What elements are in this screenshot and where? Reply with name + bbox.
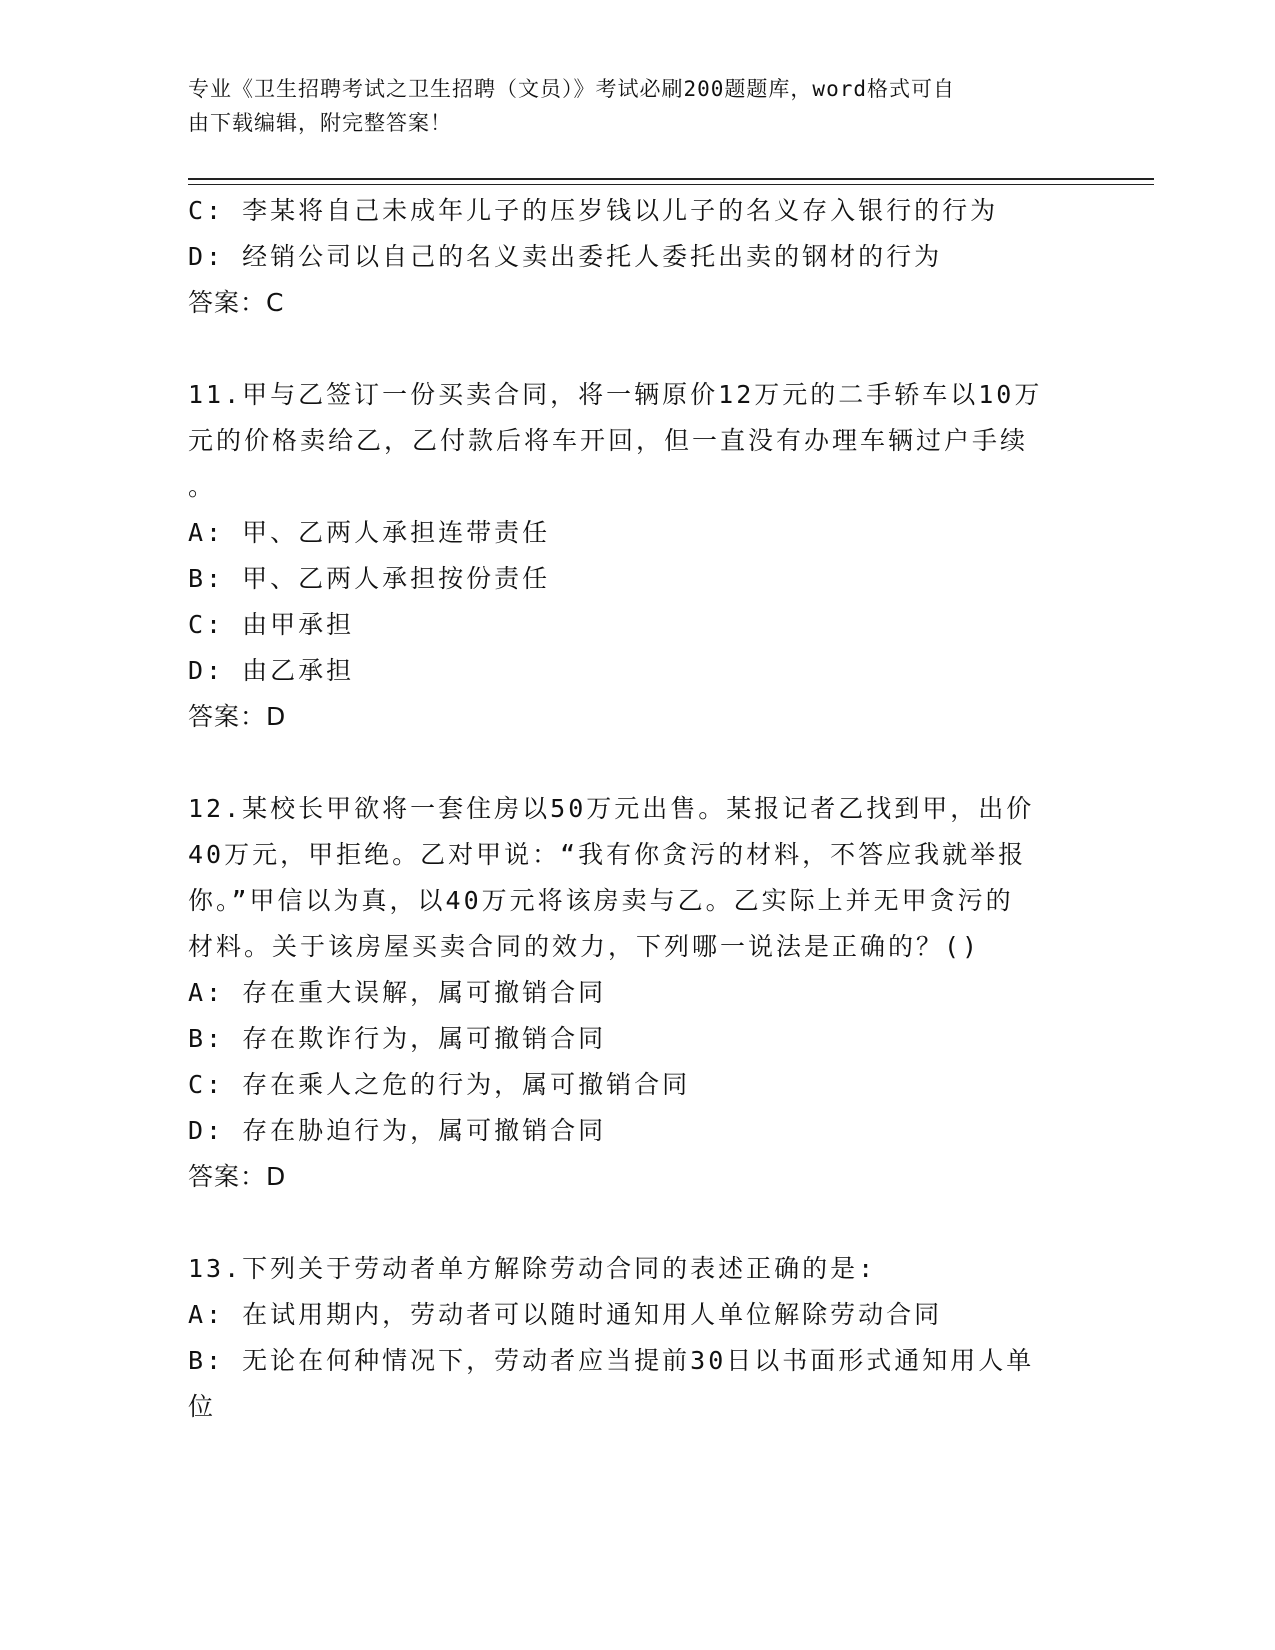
option-c: C: 存在乘人之危的行为，属可撤销合同 [188, 1070, 691, 1099]
question-stem: 12.某校长甲欲将一套住房以50万元出售。某报记者乙找到甲，出价 [188, 794, 1035, 823]
document-body [188, 188, 1088, 1430]
question-stem: 你。”甲信以为真，以40万元将该房卖与乙。乙实际上并无甲贪污的 [188, 886, 1014, 915]
option-c: C: 李某将自己未成年儿子的压岁钱以儿子的名义存入银行的行为 [188, 196, 999, 225]
header-divider-thin [188, 184, 1154, 185]
question-stem: 11.甲与乙签订一份买卖合同，将一辆原价12万元的二手轿车以10万 [188, 380, 1043, 409]
question-13-block [188, 1246, 1088, 1430]
question-12-block [188, 786, 1088, 1200]
option-b: B: 无论在何种情况下，劳动者应当提前30日以书面形式通知用人单 [188, 1346, 1035, 1375]
option-b: B: 甲、乙两人承担按份责任 [188, 564, 551, 593]
option-b-continued: 位 [188, 1392, 217, 1421]
question-stem: 13.下列关于劳动者单方解除劳动合同的表述正确的是: [188, 1254, 877, 1283]
question-10-block [188, 188, 1088, 326]
question-11-block [188, 372, 1088, 740]
question-stem: 材料。关于该房屋买卖合同的效力，下列哪一说法是正确的？() [188, 932, 981, 961]
header-line-1: 专业《卫生招聘考试之卫生招聘（文员）》考试必刷200题题库，word格式可自 [188, 77, 955, 101]
option-a: A: 存在重大误解，属可撤销合同 [188, 978, 607, 1007]
question-stem: 40万元，甲拒绝。乙对甲说：“我有你贪污的材料，不答应我就举报 [188, 840, 1027, 869]
option-c: C: 由甲承担 [188, 610, 355, 639]
option-b: B: 存在欺诈行为，属可撤销合同 [188, 1024, 607, 1053]
spacer [188, 326, 1088, 372]
answer-line: 答案：D [188, 1162, 287, 1191]
option-d: D: 由乙承担 [188, 656, 355, 685]
option-a: A: 在试用期内，劳动者可以随时通知用人单位解除劳动合同 [188, 1300, 943, 1329]
spacer [188, 1200, 1088, 1246]
header-divider-thick [188, 178, 1154, 180]
answer-line: 答案：C [188, 288, 285, 317]
question-stem: 。 [188, 472, 217, 501]
option-a: A: 甲、乙两人承担连带责任 [188, 518, 551, 547]
document-header [188, 72, 1068, 140]
option-d: D: 存在胁迫行为，属可撤销合同 [188, 1116, 607, 1145]
spacer [188, 740, 1088, 786]
option-d: D: 经销公司以自己的名义卖出委托人委托出卖的钢材的行为 [188, 242, 943, 271]
question-stem: 元的价格卖给乙，乙付款后将车开回，但一直没有办理车辆过户手续 [188, 426, 1029, 455]
answer-line: 答案：D [188, 702, 287, 731]
header-line-2: 由下载编辑，附完整答案！ [188, 111, 452, 135]
